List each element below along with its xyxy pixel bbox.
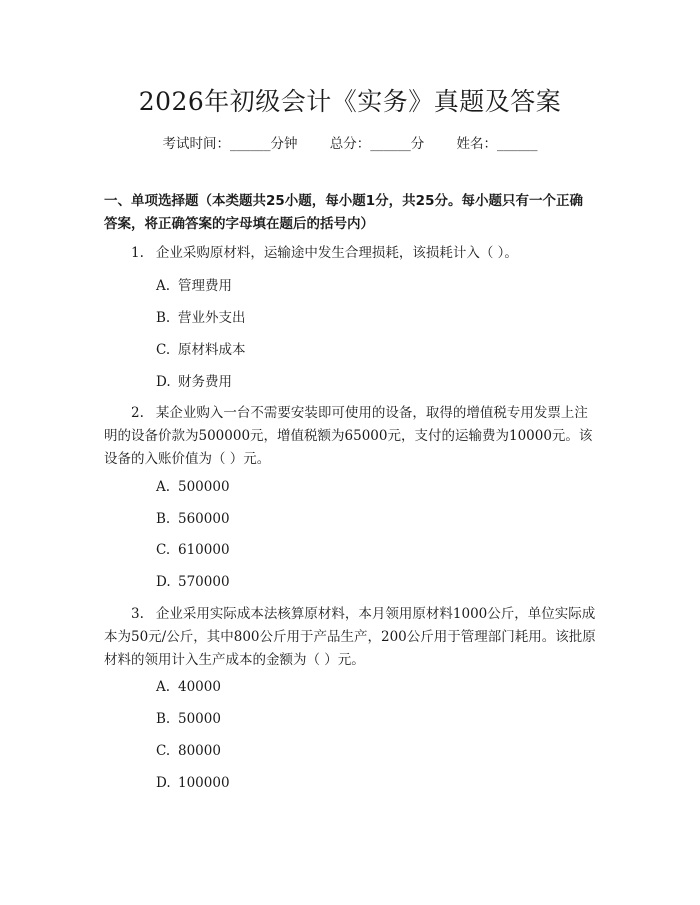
- option-letter: B.: [156, 711, 171, 727]
- option-1b: [156, 308, 246, 328]
- exam-meta: [0, 132, 700, 152]
- option-text: 营业外支出: [178, 310, 246, 326]
- option-2a: [156, 477, 230, 497]
- question-text: 企业采购原材料，运输途中发生合理损耗，该损耗计入（ ）。: [155, 245, 518, 261]
- option-1a: [156, 276, 232, 296]
- option-1c: [156, 340, 246, 360]
- option-text: 610000: [178, 542, 230, 558]
- question-text: 某企业购入一台不需要安装即可使用的设备，取得的增值税专用发票上注明的设备价款为500000元，增值税额为65000元，支付的运输费为10000元。该设备的入账价值为（ ）元。: [104, 405, 593, 467]
- option-text: 100000: [178, 775, 230, 791]
- option-letter: C.: [156, 542, 171, 558]
- option-letter: A.: [156, 479, 171, 495]
- option-3a: [156, 677, 221, 697]
- student-name-label: 姓名：______: [456, 136, 538, 152]
- question-text: 企业采用实际成本法核算原材料，本月领用原材料1000公斤，单位实际成本为50元/公斤，其中800公斤用于产品生产，200公斤用于管理部门耗用。该批原材料的领用计入生产成本的金额为（ ）元。: [104, 606, 596, 668]
- option-letter: D.: [156, 574, 171, 590]
- option-1d: [156, 372, 232, 392]
- section-heading: 一、单项选择题（本类题共25小题，每小题1分，共25分。每小题只有一个正确答案，将正确答案的字母填在题后的括号内）: [104, 193, 583, 232]
- option-text: 560000: [178, 511, 230, 527]
- option-2d: [156, 572, 230, 592]
- option-letter: C.: [156, 743, 171, 759]
- option-3b: [156, 709, 221, 729]
- question-number: 1.: [131, 245, 144, 261]
- question-3: [104, 603, 596, 672]
- option-letter: D.: [156, 374, 171, 390]
- option-text: 财务费用: [178, 374, 232, 390]
- option-2c: [156, 540, 230, 560]
- option-3c: [156, 741, 221, 761]
- option-letter: B.: [156, 310, 171, 326]
- question-number: 3.: [131, 606, 144, 622]
- option-letter: D.: [156, 775, 171, 791]
- option-text: 570000: [178, 574, 230, 590]
- option-letter: A.: [156, 679, 171, 695]
- total-score-label: 总分：______分: [329, 136, 425, 152]
- option-text: 500000: [178, 479, 230, 495]
- option-letter: A.: [156, 278, 171, 294]
- option-text: 40000: [178, 679, 221, 695]
- question-2: [104, 402, 596, 471]
- question-number: 2.: [131, 405, 144, 421]
- question-1: [104, 242, 596, 265]
- option-letter: B.: [156, 511, 171, 527]
- option-text: 50000: [178, 711, 221, 727]
- option-text: 管理费用: [178, 278, 232, 294]
- exam-time-label: 考试时间：______分钟: [162, 136, 298, 152]
- option-2b: [156, 509, 230, 529]
- option-text: 原材料成本: [178, 342, 246, 358]
- option-text: 80000: [178, 743, 221, 759]
- page-title: 2026年初级会计《实务》真题及答案: [138, 87, 562, 116]
- option-3d: [156, 773, 230, 793]
- option-letter: C.: [156, 342, 171, 358]
